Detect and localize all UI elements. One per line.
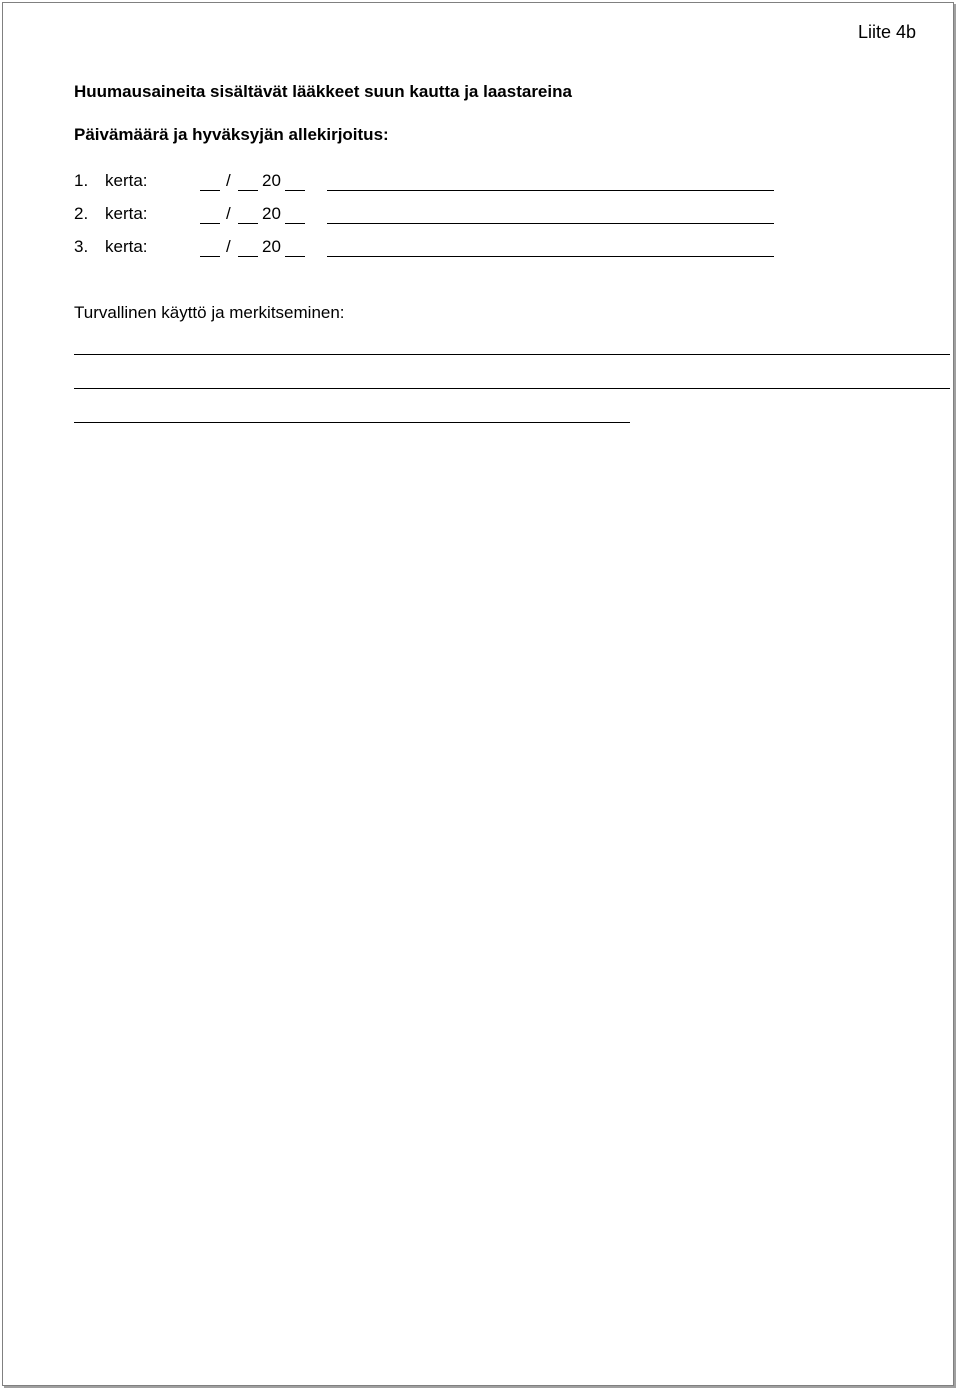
- day-blank[interactable]: [200, 204, 220, 224]
- signature-blank[interactable]: [327, 204, 774, 224]
- month-blank[interactable]: [238, 237, 258, 257]
- entry-label: kerta:: [105, 204, 148, 223]
- signature-row-2: [74, 204, 794, 226]
- signature-row-3: [74, 237, 794, 259]
- entry-number: 2.: [74, 204, 89, 223]
- entry-label: kerta:: [105, 237, 148, 256]
- year-blank[interactable]: [285, 204, 305, 224]
- date-separator: /: [226, 171, 231, 190]
- entry-label: kerta:: [105, 171, 148, 190]
- safety-write-line-3[interactable]: [74, 422, 630, 423]
- appendix-label: Liite 4b: [857, 22, 916, 42]
- year-blank[interactable]: [285, 171, 305, 191]
- form-title: Huumausaineita sisältävät lääkkeet suun kautta ja laastareina: [74, 82, 572, 101]
- entry-number: 3.: [74, 237, 89, 256]
- year-prefix: 20: [262, 171, 281, 190]
- day-blank[interactable]: [200, 171, 220, 191]
- year-prefix: 20: [262, 237, 281, 256]
- month-blank[interactable]: [238, 171, 258, 191]
- year-blank[interactable]: [285, 237, 305, 257]
- signature-row-1: [74, 171, 794, 193]
- entry-number: 1.: [74, 171, 89, 190]
- signature-heading: Päivämäärä ja hyväksyjän allekirjoitus:: [74, 125, 389, 144]
- signature-blank[interactable]: [327, 171, 774, 191]
- safety-write-line-1[interactable]: [74, 354, 950, 355]
- safety-write-line-2[interactable]: [74, 388, 950, 389]
- safety-heading: Turvallinen käyttö ja merkitseminen:: [74, 303, 345, 322]
- signature-blank[interactable]: [327, 237, 774, 257]
- year-prefix: 20: [262, 204, 281, 223]
- date-separator: /: [226, 237, 231, 256]
- date-separator: /: [226, 204, 231, 223]
- day-blank[interactable]: [200, 237, 220, 257]
- month-blank[interactable]: [238, 204, 258, 224]
